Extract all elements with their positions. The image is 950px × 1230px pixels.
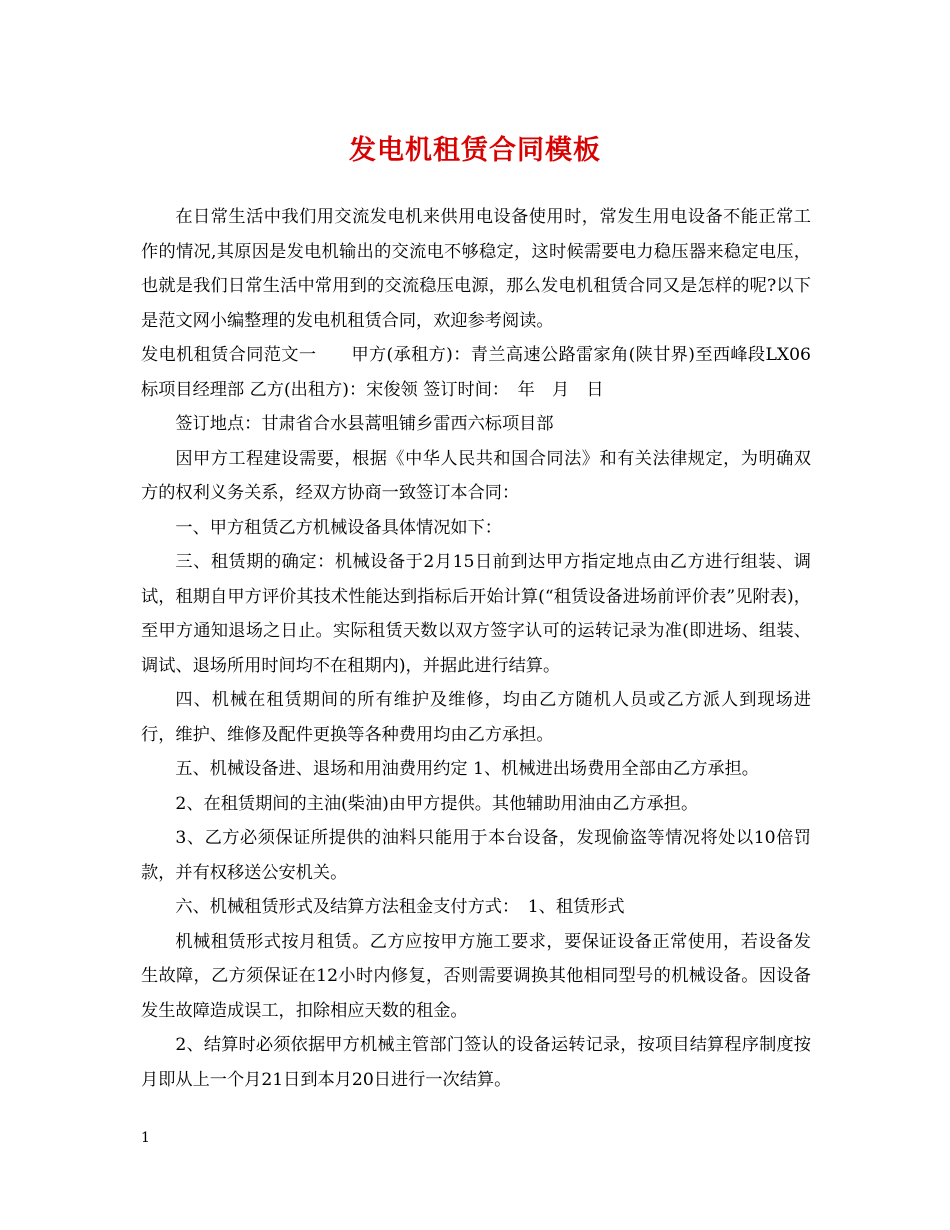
intro-paragraph: 在日常生活中我们用交流发电机来供用电设备使用时，常发生用电设备不能正常工作的情况,其原因是发电机输出的交流电不够稳定，这时候需要电力稳压器来稳定电压，也就是我们日常生活中常用到的交流稳压电源，那么发电机租赁合同又是怎样的呢?以下是范文网小编整理的发电机租赁合同，欢迎参考阅读。 <box>141 207 811 331</box>
clause-6-paragraph: 六、机械租赁形式及结算方法租金支付方式： 1、租赁形式 <box>175 897 625 917</box>
clause-5-2-paragraph: 2、在租赁期间的主油(柴油)由甲方提供。其他辅助用油由乙方承担。 <box>175 793 699 814</box>
clause-6-2-paragraph: 2、结算时必须依据甲方机械主管部门签认的设备运转记录，按项目结算程序制度按月即从上一个月21日到本月20日进行一次结算。 <box>141 1035 811 1090</box>
clause-5-3-paragraph: 3、乙方必须保证所提供的油料只能用于本台设备，发现偷盗等情况将处以10倍罚款，并有权移送公安机关。 <box>141 828 811 883</box>
preamble-paragraph: 因甲方工程建设需要，根据《中华人民共和国合同法》和有关法律规定，为明确双方的权利义务关系，经双方协商一致签订本合同： <box>141 448 811 503</box>
document-title: 发电机租赁合同模板 <box>349 135 601 166</box>
signing-location-paragraph: 签订地点：甘肃省合水县蒿咀铺乡雷西六标项目部 <box>175 414 554 434</box>
clause-6-1-paragraph: 机械租赁形式按月租赁。乙方应按甲方施工要求，要保证设备正常使用，若设备发生故障，乙方须保证在12小时内修复，否则需要调换其他相同型号的机械设备。因设备发生故障造成误工，扣除相应天数的租金。 <box>141 931 811 1021</box>
clause-4-paragraph: 四、机械在租赁期间的所有维护及维修，均由乙方随机人员或乙方派人到现场进行，维护、维修及配件更换等各种费用均由乙方承担。 <box>141 690 811 745</box>
document-body <box>141 200 811 1097</box>
clause-1-paragraph: 一、甲方租赁乙方机械设备具体情况如下： <box>175 517 502 538</box>
clause-3-paragraph: 三、租赁期的确定：机械设备于2月15日前到达甲方指定地点由乙方进行组装、调试，租期自甲方评价其技术性能达到指标后开始计算(“租赁设备进场前评价表”见附表)，至甲方通知退场之日止。实际租赁天数以双方签字认可的运转记录为准(即进场、组装、调试、退场所用时间均不在租期内)，并据此进行结算。 <box>141 552 811 676</box>
clause-5-paragraph: 五、机械设备进、退场和用油费用约定 1、机械进出场费用全部由乙方承担。 <box>175 759 759 779</box>
parties-paragraph: 发电机租赁合同范文一 甲方(承租方)：青兰高速公路雷家角(陕甘界)至西峰段LX06标项目经理部 乙方(出租方)：宋俊领 签订时间： 年 月 日 <box>141 345 811 400</box>
page-number: 1 <box>141 1130 150 1146</box>
